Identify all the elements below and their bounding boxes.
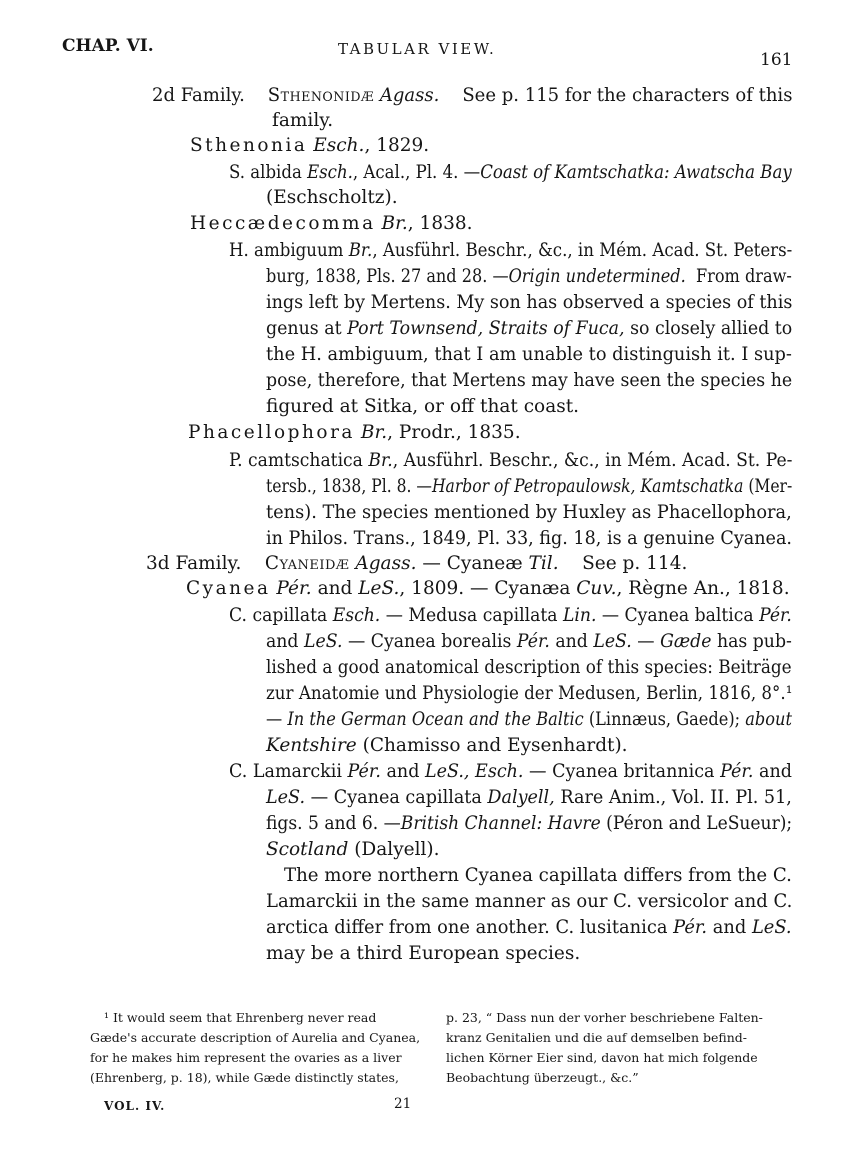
genus-sthenonia — [190, 135, 429, 157]
genus-phacellophora — [188, 422, 521, 444]
species-p-camtschatica-l4: in Philos. Trans., 1849, Pl. 33, fig. 18, is a genuine Cyanea. — [266, 528, 793, 549]
genus-author: Br. — [381, 213, 408, 234]
genus-name: Phacellophora — [188, 422, 355, 443]
family-author: Agass. — [355, 553, 417, 574]
genus-year: , 1838. — [407, 213, 473, 234]
species-p-camtschatica-l3: tens). The species mentioned by Huxley as Phacellophora, — [266, 502, 792, 523]
species-h-ambiguum-l2: burg, 1838, Pls. 27 and 28. —Origin undetermined. From draw- — [266, 266, 792, 287]
species-c-capillata-l5: — In the German Ocean and the Baltic (Linnæus, Gaede); about — [266, 709, 792, 730]
footnote-left-line: (Ehrenberg, p. 18), while Gæde distinctly states, — [90, 1070, 399, 1085]
species-locality: Coast of Kamtschatka: Awatscha Bay — [480, 162, 792, 183]
genus-name: Cyanea — [186, 578, 271, 599]
species-author: Esch. — [307, 162, 353, 183]
genus-author: Br. — [360, 422, 388, 443]
footnote-left-line: Gæde's accurate description of Aurelia and Cyanea, — [90, 1030, 421, 1045]
family-rank: 3d Family. — [146, 553, 242, 574]
species-c-lamarckii-l2: LeS. — Cyanea capillata Dalyell, Rare Anim., Vol. II. Pl. 51, — [266, 787, 792, 808]
family-author: Agass. — [379, 85, 440, 106]
footnote-right-line: Beobachtung überzeugt., &c.” — [446, 1070, 639, 1085]
species-s-albida-cont: (Eschscholtz). — [266, 187, 398, 208]
species-c-lamarckii-l1: C. Lamarckii Pér. and LeS., Esch. — Cyanea britannica Pér. and — [229, 761, 792, 782]
species-name: S. albida — [229, 162, 302, 183]
page-number: 161 — [760, 50, 793, 70]
species-p-camtschatica-l2: tersb., 1838, Pl. 8. —Harbor of Petropaulowsk, Kamtschatka (Mer- — [266, 476, 793, 497]
genus-name: Sthenonia — [190, 135, 308, 156]
family-note: See p. 115 for the characters of this — [462, 85, 793, 106]
genus-year: , Prodr., 1835. — [387, 422, 521, 443]
family-name: Cyaneidæ — [264, 553, 350, 574]
genus-cyanea: Cyanea Pér. and LeS., 1809. — Cyanæa Cuv., Règne An., 1818. — [186, 578, 790, 599]
sheet-signature: 21 — [394, 1096, 412, 1112]
chapter-label: CHAP. VI. — [62, 36, 154, 56]
family-3d-heading: 3d Family. Cyaneidæ Agass. — Cyaneæ Til. See p. 114. — [146, 553, 688, 574]
species-c-capillata-l3: lished a good anatomical description of this species: Beiträge — [266, 657, 792, 678]
species-h-ambiguum-l7: figured at Sitka, or off that coast. — [266, 396, 580, 417]
footnote-right-line: p. 23, “ Dass nun der vorher beschriebene Falten- — [446, 1010, 763, 1025]
genus-heccaedecomma — [190, 213, 473, 235]
running-title: TABULAR VIEW. — [338, 40, 497, 58]
closing-paragraph-l4: may be a third European species. — [266, 943, 581, 964]
family-2d-heading — [152, 85, 792, 107]
footnote-left-line: for he makes him represent the ovaries as a liver — [90, 1050, 402, 1065]
species-c-lamarckii-l3: figs. 5 and 6. —British Channel: Havre (Péron and LeSueur); — [266, 813, 793, 834]
closing-paragraph-l3: arctica differ from one another. C. lusitanica Pér. and LeS. — [266, 917, 792, 938]
species-c-capillata-l6: Kentshire (Chamisso and Eysenhardt). — [266, 735, 628, 756]
family-2d-note-cont: family. — [272, 110, 334, 131]
species-p-camtschatica-l1: P. camtschatica Br., Ausführl. Beschr., &c., in Mém. Acad. St. Pe- — [229, 450, 793, 471]
genus-author: Esch. — [313, 135, 365, 156]
closing-paragraph-l2: Lamarckii in the same manner as our C. versicolor and C. — [266, 891, 793, 912]
species-s-albida — [229, 162, 792, 184]
footnote-right-line: lichen Körner Eier sind, davon hat mich folgende — [446, 1050, 758, 1065]
closing-paragraph-l1: The more northern Cyanea capillata differs from the C. — [284, 865, 792, 886]
species-h-ambiguum-l1: H. ambiguum Br., Ausführl. Beschr., &c., in Mém. Acad. St. Peters- — [229, 240, 793, 261]
genus-name: Heccædecomma — [190, 213, 376, 234]
species-h-ambiguum-l4: genus at Port Townsend, Straits of Fuca, so closely allied to — [266, 318, 793, 339]
family-rank: 2d Family. — [152, 85, 245, 106]
species-c-capillata-l4: zur Anatomie und Physiologie der Medusen, Berlin, 1816, 8°.¹ — [266, 683, 793, 704]
volume-signature: VOL. IV. — [104, 1099, 166, 1113]
species-h-ambiguum-l6: pose, therefore, that Mertens may have seen the species he — [266, 370, 793, 391]
genus-year: , 1829. — [364, 135, 430, 156]
species-c-capillata-l2: and LeS. — Cyanea borealis Pér. and LeS. — Gæde has pub- — [266, 631, 792, 652]
species-c-lamarckii-l4: Scotland (Dalyell). — [266, 839, 440, 860]
footnote-right-line: kranz Genitalien und die auf demselben befind- — [446, 1030, 747, 1045]
species-c-capillata-l1: C. capillata Esch. — Medusa capillata Lin. — Cyanea baltica Pér. — [229, 605, 792, 626]
species-reference: , Acal., Pl. 4. — — [352, 162, 481, 183]
family-name: Sthenonidæ — [267, 85, 375, 106]
footnote-left-line: ¹ It would seem that Ehrenberg never read — [104, 1010, 377, 1025]
species-h-ambiguum-l3: ings left by Mertens. My son has observed a species of this — [266, 292, 793, 313]
species-h-ambiguum-l5: the H. ambiguum, that I am unable to distinguish it. I sup- — [266, 344, 792, 365]
